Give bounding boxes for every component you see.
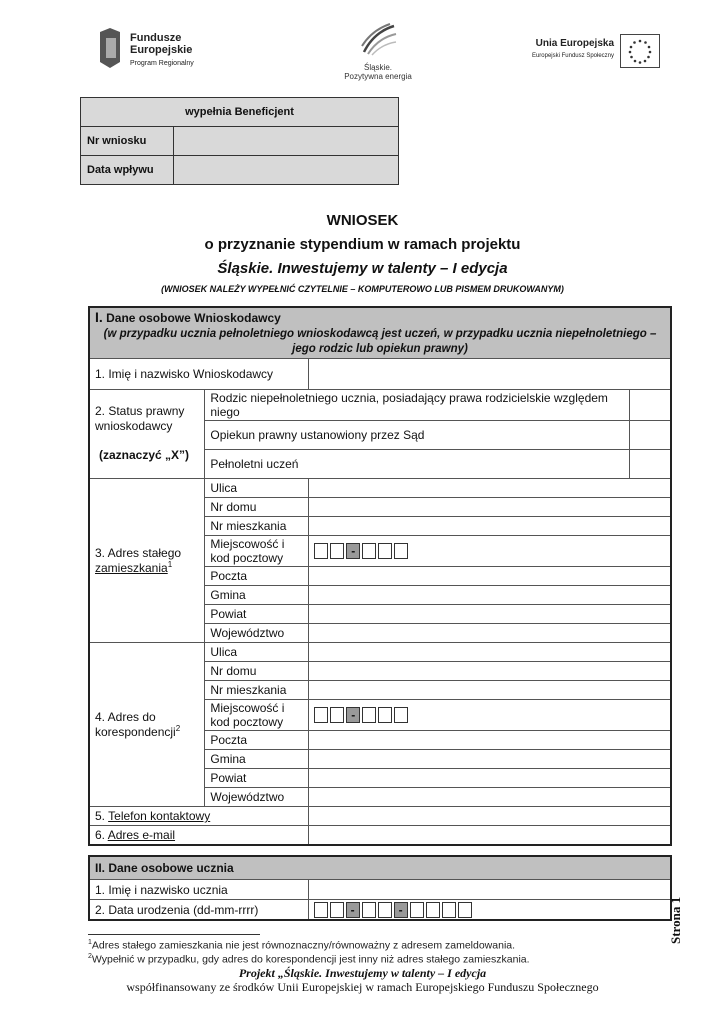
- perm-gmina-label: Gmina: [205, 586, 309, 605]
- applicant-name-label: 1. Imię i nazwisko Wnioskodawcy: [89, 359, 309, 390]
- corr-address-label-1: 4. Adres do: [95, 710, 156, 724]
- dob-box[interactable]: [330, 902, 344, 918]
- status-option-parent: Rodzic niepełnoletniego ucznia, posiadający prawa rodzicielskie względem niego: [205, 390, 629, 421]
- dob-box[interactable]: [442, 902, 456, 918]
- corr-postcode-boxes[interactable]: [314, 707, 410, 723]
- footnote-1: [88, 939, 515, 952]
- page-number: Strona 1: [668, 896, 683, 944]
- postcode-box[interactable]: [394, 707, 408, 723]
- email-field[interactable]: [309, 826, 671, 846]
- perm-voivodeship-label: Województwo: [205, 624, 309, 643]
- perm-house-field[interactable]: [309, 498, 671, 517]
- section-1-header: [89, 307, 671, 326]
- nr-wniosku-label: Nr wniosku: [81, 127, 174, 156]
- corr-city-label: Miejscowość i kod pocztowy: [205, 700, 309, 731]
- perm-post-label: Poczta: [205, 567, 309, 586]
- logo-fundusze-europejskie: [100, 28, 210, 70]
- section-1-roman: I.: [95, 309, 103, 325]
- doc-project-name: Śląskie. Inwestujemy w talenty – I edycja: [217, 260, 508, 277]
- status-label: 2. Status prawny wnioskodawcy: [95, 404, 185, 433]
- permanent-address-label: [89, 479, 205, 643]
- logo-ue-sub: Europejski Fundusz Społeczny: [531, 53, 614, 59]
- dob-box[interactable]: [458, 902, 472, 918]
- logo-fe-line1: Fundusze: [130, 32, 182, 44]
- corr-house-label: Nr domu: [205, 662, 309, 681]
- perm-powiat-field[interactable]: [309, 605, 671, 624]
- doc-instruction: (WNIOSEK NALEŻY WYPEŁNIĆ CZYTELNIE – KOMPUTEROWO LUB PISMEM DRUKOWANYM): [161, 284, 564, 294]
- perm-house-label: Nr domu: [205, 498, 309, 517]
- dob-box[interactable]: [362, 902, 376, 918]
- beneficjent-box: [80, 97, 399, 185]
- status-checkbox-adult[interactable]: [629, 450, 671, 479]
- fundusze-europejskie-icon: [100, 28, 122, 68]
- corr-gmina-label: Gmina: [205, 750, 309, 769]
- student-dob-field[interactable]: [308, 900, 671, 921]
- corr-street-field[interactable]: [309, 643, 671, 662]
- doc-subtitle: o przyznanie stypendium w ramach projektu: [204, 236, 521, 253]
- student-dob-label: 2. Data urodzenia (dd-mm-rrrr): [89, 900, 308, 921]
- email-label-text: Adres e-mail: [107, 828, 176, 842]
- doc-title: WNIOSEK: [326, 212, 399, 229]
- section-1-title: Dane osobowe Wnioskodawcy: [106, 311, 281, 325]
- correspondence-address-label: [89, 643, 205, 807]
- footnote-ref-2: 2: [175, 724, 181, 733]
- footnote-divider: [88, 934, 260, 935]
- perm-postcode-boxes[interactable]: [314, 543, 410, 559]
- beneficjent-header: wypełnia Beneficjent: [81, 98, 399, 127]
- footnote-2-number: 2: [88, 953, 92, 960]
- section-1-table: [88, 306, 672, 846]
- logo-sl-line2: Pozytywna energia: [344, 72, 412, 81]
- postcode-box[interactable]: [362, 543, 376, 559]
- postcode-box[interactable]: [314, 543, 328, 559]
- status-label-cell: [89, 390, 205, 479]
- perm-flat-label: Nr mieszkania: [205, 517, 309, 536]
- phone-field[interactable]: [309, 807, 671, 826]
- perm-flat-field[interactable]: [309, 517, 671, 536]
- dob-box[interactable]: [426, 902, 440, 918]
- footnote-1-text: Adres stałego zamieszkania nie jest równoznaczny/równoważny z adresem zameldowania.: [91, 939, 516, 952]
- perm-city-field[interactable]: [309, 536, 671, 567]
- footnote-2: [88, 953, 530, 966]
- corr-powiat-field[interactable]: [309, 769, 671, 788]
- postcode-box[interactable]: [314, 707, 328, 723]
- dob-dash: -: [346, 902, 360, 918]
- corr-flat-label: Nr mieszkania: [205, 681, 309, 700]
- postcode-box[interactable]: [394, 543, 408, 559]
- footnote-2-text: Wypełnić w przypadku, gdy adres do korespondencji jest inny niż adres stałego zamieszkania.: [91, 953, 530, 966]
- perm-city-label: Miejscowość i kod pocztowy: [205, 536, 309, 567]
- footer-funding: współfinansowany ze środków Unii Europejskiej w ramach Europejskiego Funduszu Społecznego: [126, 980, 599, 994]
- corr-powiat-label: Powiat: [205, 769, 309, 788]
- logo-fe-line2: Europejskie: [130, 44, 193, 56]
- eu-flag-icon: [620, 34, 660, 68]
- footnote-ref-1: 1: [167, 560, 173, 569]
- permanent-address-label-2: zamieszkania: [95, 561, 168, 575]
- perm-street-field[interactable]: [309, 479, 671, 498]
- dob-dash: -: [394, 902, 408, 918]
- perm-street-label: Ulica: [205, 479, 309, 498]
- footer-project: Projekt „Śląskie. Inwestujemy w talenty – I edycja: [238, 966, 487, 980]
- status-checkbox-parent[interactable]: [629, 390, 671, 421]
- footnote-1-number: 1: [88, 939, 92, 946]
- postcode-dash: -: [346, 707, 360, 723]
- corr-house-field[interactable]: [309, 662, 671, 681]
- nr-wniosku-field[interactable]: [174, 127, 399, 156]
- corr-voivodeship-label: Województwo: [205, 788, 309, 807]
- postcode-box[interactable]: [330, 707, 344, 723]
- status-checkbox-guardian[interactable]: [629, 421, 671, 450]
- permanent-address-label-1: 3. Adres stałego: [95, 546, 182, 560]
- postcode-box[interactable]: [378, 543, 392, 559]
- data-wplywu-label: Data wpływu: [81, 156, 174, 185]
- logo-ue-line1: Unia Europejska: [535, 38, 614, 49]
- corr-post-label: Poczta: [205, 731, 309, 750]
- dob-box[interactable]: [378, 902, 392, 918]
- logo-fe-sub: Program Regionalny: [130, 60, 194, 67]
- corr-gmina-field[interactable]: [309, 750, 671, 769]
- postcode-dash: -: [346, 543, 360, 559]
- dob-box[interactable]: [410, 902, 424, 918]
- corr-post-field[interactable]: [309, 731, 671, 750]
- postcode-box[interactable]: [330, 543, 344, 559]
- status-option-guardian: Opiekun prawny ustanowiony przez Sąd: [205, 421, 629, 450]
- phone-label: [89, 807, 309, 826]
- phone-number-index: 5.: [95, 809, 106, 823]
- section-1-note: (w przypadku ucznia pełnoletniego wnioskodawcą jest uczeń, w przypadku ucznia niepełnoletniego – jego rodzic lub opiekun prawny): [89, 326, 671, 359]
- corr-address-label-2: korespondencji: [95, 725, 176, 739]
- logo-unia-europejska: [528, 34, 662, 68]
- perm-powiat-label: Powiat: [205, 605, 309, 624]
- status-hint: (zaznaczyć „X”): [99, 448, 190, 462]
- perm-voivodeship-field[interactable]: [309, 624, 671, 643]
- logo-slaskie: [342, 22, 414, 81]
- postcode-box[interactable]: [378, 707, 392, 723]
- section-2-table: [88, 855, 672, 921]
- student-name-field[interactable]: [308, 880, 671, 900]
- perm-gmina-field[interactable]: [309, 586, 671, 605]
- email-number-index: 6.: [95, 828, 106, 842]
- postcode-box[interactable]: [362, 707, 376, 723]
- student-name-label: 1. Imię i nazwisko ucznia: [89, 880, 308, 900]
- logo-sl-line1: Śląskie.: [363, 63, 392, 72]
- corr-street-label: Ulica: [205, 643, 309, 662]
- email-label: [89, 826, 309, 846]
- perm-post-field[interactable]: [309, 567, 671, 586]
- dob-boxes[interactable]: [314, 902, 474, 918]
- status-option-adult: Pełnoletni uczeń: [205, 450, 629, 479]
- section-2-header: II. Dane osobowe ucznia: [89, 856, 671, 880]
- data-wplywu-field[interactable]: [174, 156, 399, 185]
- corr-flat-field[interactable]: [309, 681, 671, 700]
- corr-voivodeship-field[interactable]: [309, 788, 671, 807]
- corr-city-field[interactable]: [309, 700, 671, 731]
- slaskie-swirl-icon: [358, 22, 398, 56]
- dob-box[interactable]: [314, 902, 328, 918]
- phone-label-text: Telefon kontaktowy: [108, 809, 211, 823]
- applicant-name-field[interactable]: [309, 359, 671, 390]
